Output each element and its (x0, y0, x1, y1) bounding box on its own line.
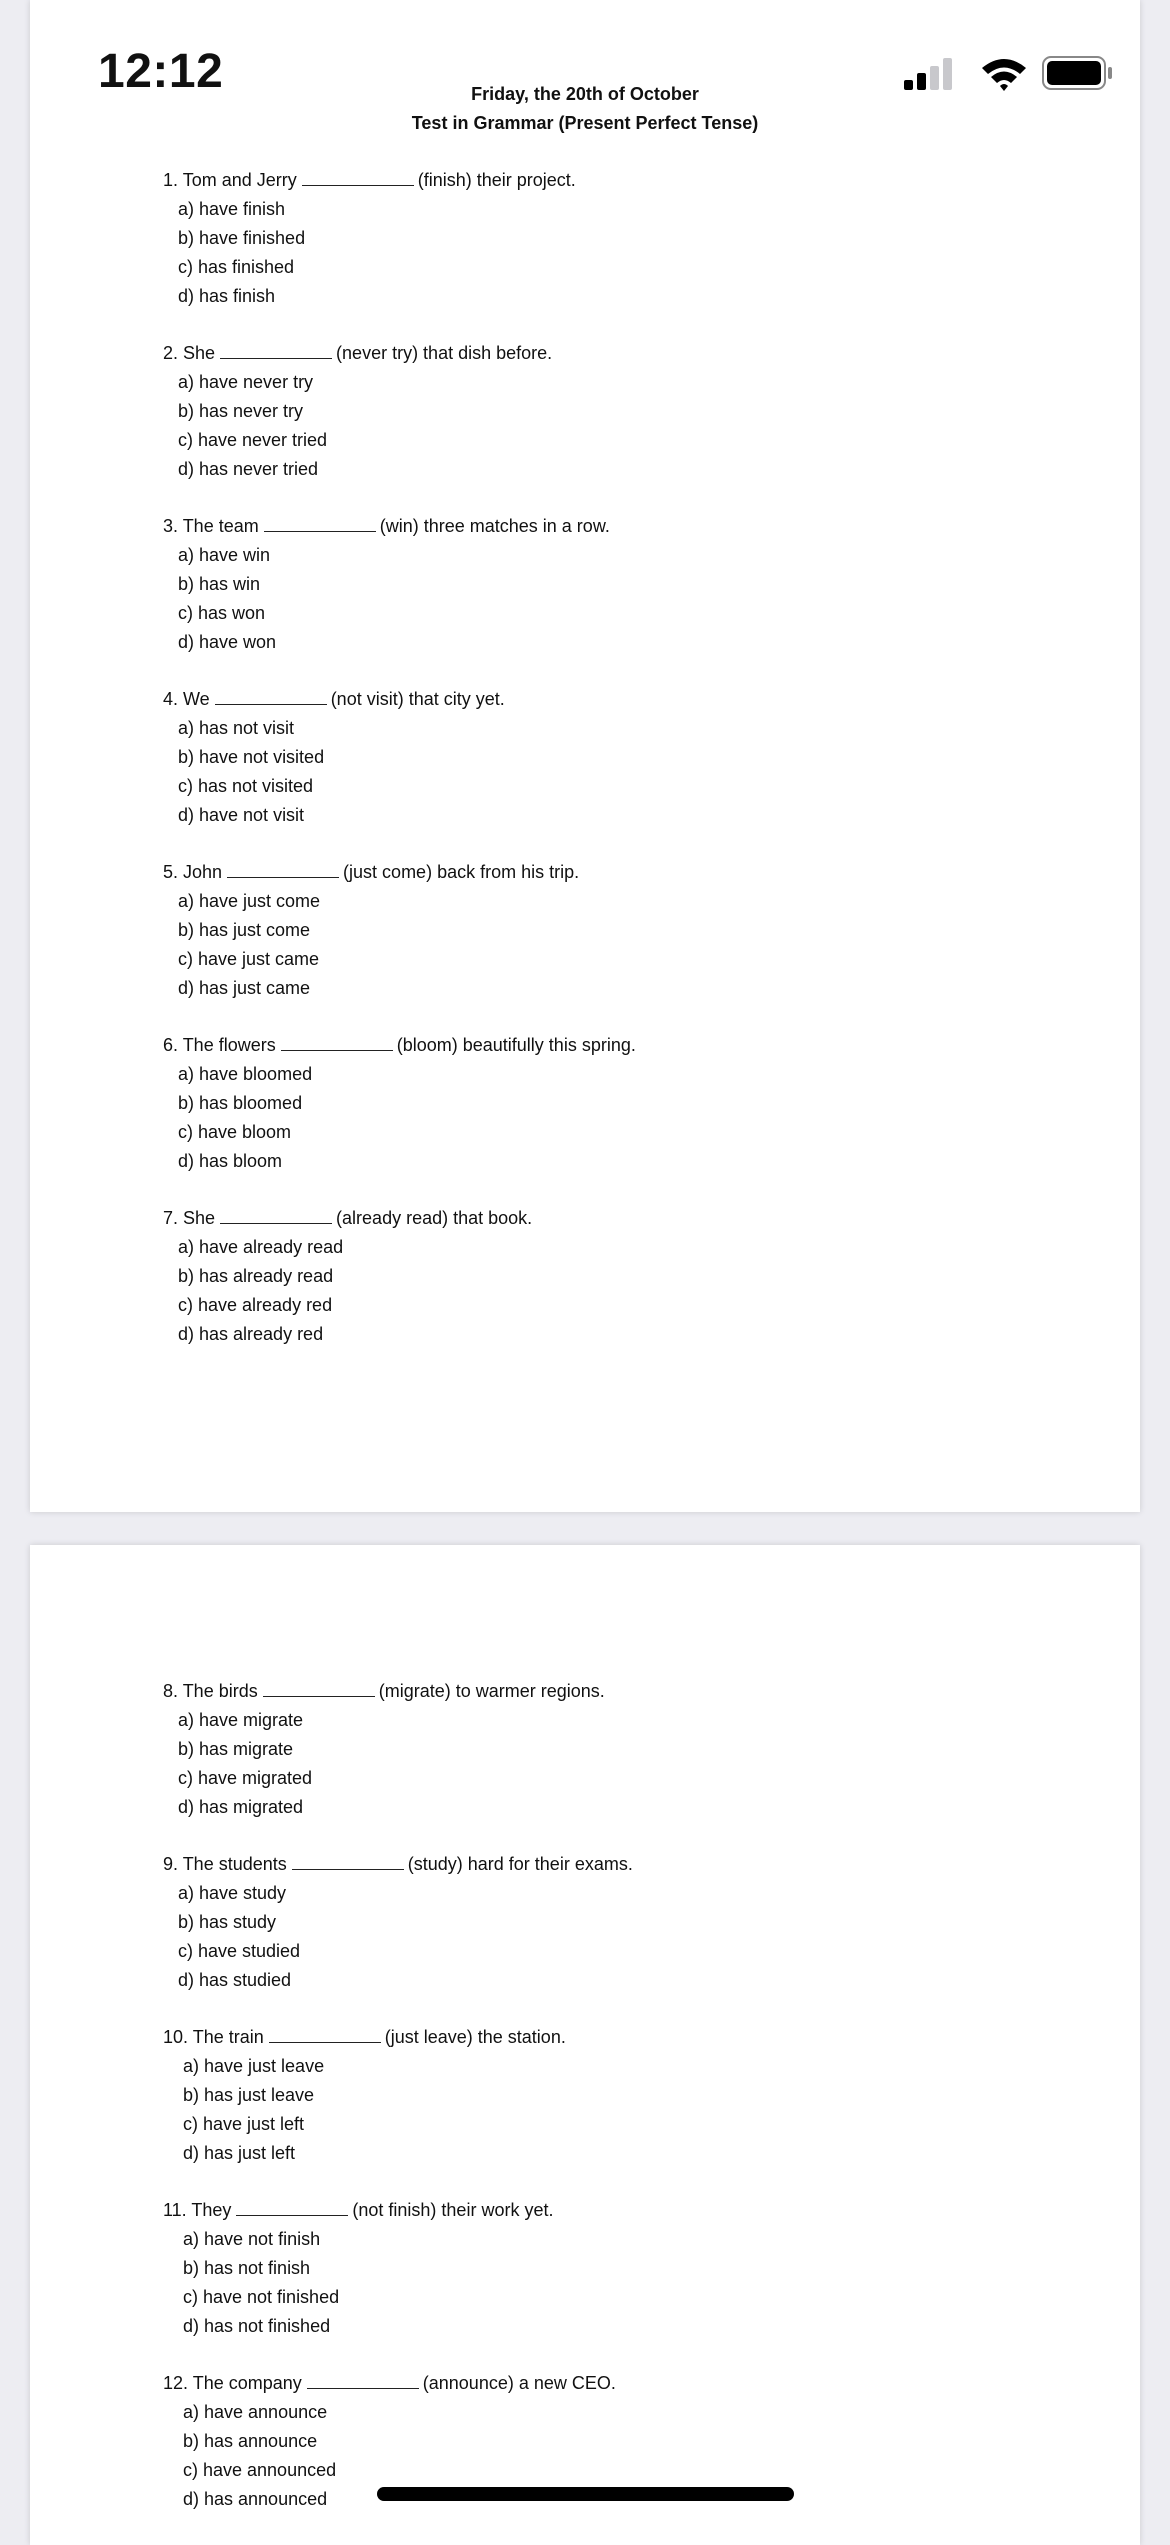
answer-blank (292, 1850, 404, 1870)
answer-blank (227, 858, 339, 878)
answer-option: c) has won (178, 603, 266, 623)
question-rest: (study) hard for their exams. (407, 1854, 633, 1874)
question-10 (163, 2023, 566, 2168)
question-subject: 9. The students (163, 1854, 287, 1874)
question-stem (163, 339, 552, 368)
answer-option: a) have bloomed (178, 1064, 313, 1084)
question-rest: (not finish) their work yet. (352, 2200, 554, 2220)
answer-blank (264, 512, 376, 532)
answer-option: d) has migrated (178, 1797, 304, 1817)
answer-option: c) has finished (178, 257, 295, 277)
answer-option: a) has not visit (178, 718, 295, 738)
question-subject: 10. The train (163, 2027, 264, 2047)
answer-option: b) has bloomed (178, 1093, 303, 1113)
question-2 (163, 339, 552, 484)
answer-blank (269, 2023, 381, 2043)
question-stem (163, 858, 579, 887)
answer-option: c) have migrated (178, 1768, 313, 1788)
answer-option: c) have studied (178, 1941, 301, 1961)
answer-option: a) have never try (178, 372, 314, 392)
answer-option: b) has not finish (183, 2258, 311, 2278)
answer-blank (302, 166, 414, 186)
answer-option: d) has announced (183, 2489, 328, 2509)
question-stem (163, 685, 505, 714)
question-11 (163, 2196, 553, 2341)
answer-option: c) have just came (178, 949, 320, 969)
answer-option: c) have announced (183, 2460, 337, 2480)
answer-option: a) have just leave (183, 2056, 325, 2076)
answer-option: b) has already read (178, 1266, 334, 1286)
question-rest: (never try) that dish before. (336, 343, 553, 363)
answer-option: a) have study (178, 1883, 287, 1903)
question-stem (163, 2196, 553, 2225)
answer-option: d) has bloom (178, 1151, 283, 1171)
question-subject: 8. The birds (163, 1681, 258, 1701)
answer-option: b) has just come (178, 920, 311, 940)
answer-blank (263, 1677, 375, 1697)
answer-option: a) have migrate (178, 1710, 304, 1730)
question-rest: (win) three matches in a row. (379, 516, 610, 536)
answer-option: c) have never tried (178, 430, 328, 450)
answer-option: a) have just come (178, 891, 321, 911)
question-subject: 4. We (163, 689, 210, 709)
home-indicator (377, 2487, 794, 2501)
question-stem (163, 2023, 566, 2052)
question-stem (163, 1204, 532, 1233)
answer-option: a) have announce (183, 2402, 328, 2422)
question-stem (163, 512, 610, 541)
answer-option: d) has finish (178, 286, 276, 306)
answer-option: a) have win (178, 545, 271, 565)
question-subject: 3. The team (163, 516, 259, 536)
answer-blank (281, 1031, 393, 1051)
question-5 (163, 858, 579, 1003)
answer-option: c) have just left (183, 2114, 305, 2134)
document-title: Test in Grammar (Present Perfect Tense) (411, 113, 759, 133)
question-rest: (bloom) beautifully this spring. (396, 1035, 636, 1055)
answer-option: b) has announce (183, 2431, 318, 2451)
question-rest: (finish) their project. (417, 170, 576, 190)
question-1 (163, 166, 576, 311)
answer-option: c) have already red (178, 1295, 333, 1315)
question-rest: (just leave) the station. (384, 2027, 566, 2047)
answer-option: a) have already read (178, 1237, 344, 1257)
question-9 (163, 1850, 633, 1995)
question-subject: 5. John (163, 862, 223, 882)
question-rest: (already read) that book. (336, 1208, 533, 1228)
answer-option: c) have bloom (178, 1122, 292, 1142)
question-3 (163, 512, 610, 657)
question-stem (163, 1677, 605, 1706)
status-time: 12:12 (98, 45, 224, 98)
question-rest: (announce) a new CEO. (422, 2373, 616, 2393)
answer-option: d) has not finished (183, 2316, 331, 2336)
answer-blank (307, 2369, 419, 2389)
question-8 (163, 1677, 605, 1822)
answer-blank (215, 685, 327, 705)
answer-option: b) has just leave (183, 2085, 315, 2105)
answer-option: c) has not visited (178, 776, 314, 796)
question-subject: 7. She (163, 1208, 216, 1228)
answer-option: a) have finish (178, 199, 286, 219)
question-subject: 1. Tom and Jerry (163, 170, 297, 190)
question-4 (163, 685, 505, 830)
answer-blank (220, 1204, 332, 1224)
question-subject: 12. The company (163, 2373, 302, 2393)
answer-option: d) has never tried (178, 459, 319, 479)
answer-blank (236, 2196, 348, 2216)
answer-blank (220, 339, 332, 359)
answer-option: b) has win (178, 574, 261, 594)
answer-option: b) have not visited (178, 747, 325, 767)
answer-option: a) have not finish (183, 2229, 321, 2249)
question-stem (163, 1850, 633, 1879)
question-stem (163, 1031, 636, 1060)
question-subject: 6. The flowers (163, 1035, 276, 1055)
document-header (0, 80, 1170, 138)
answer-option: d) have won (178, 632, 277, 652)
answer-option: b) has migrate (178, 1739, 294, 1759)
question-subject: 11. They (163, 2200, 232, 2220)
answer-option: b) has study (178, 1912, 277, 1932)
question-stem (163, 2369, 616, 2398)
question-rest: (migrate) to warmer regions. (378, 1681, 605, 1701)
question-7 (163, 1204, 532, 1349)
answer-option: d) has already red (178, 1324, 324, 1344)
answer-option: d) has just came (178, 978, 311, 998)
question-stem (163, 166, 576, 195)
question-rest: (not visit) that city yet. (330, 689, 505, 709)
question-rest: (just come) back from his trip. (343, 862, 580, 882)
answer-option: b) have finished (178, 228, 306, 248)
question-subject: 2. She (163, 343, 216, 363)
answer-option: d) have not visit (178, 805, 305, 825)
answer-option: d) has studied (178, 1970, 292, 1990)
answer-option: c) have not finished (183, 2287, 340, 2307)
answer-option: d) has just left (183, 2143, 296, 2163)
document-date: Friday, the 20th of October (471, 84, 699, 104)
question-6 (163, 1031, 636, 1176)
answer-option: b) has never try (178, 401, 304, 421)
